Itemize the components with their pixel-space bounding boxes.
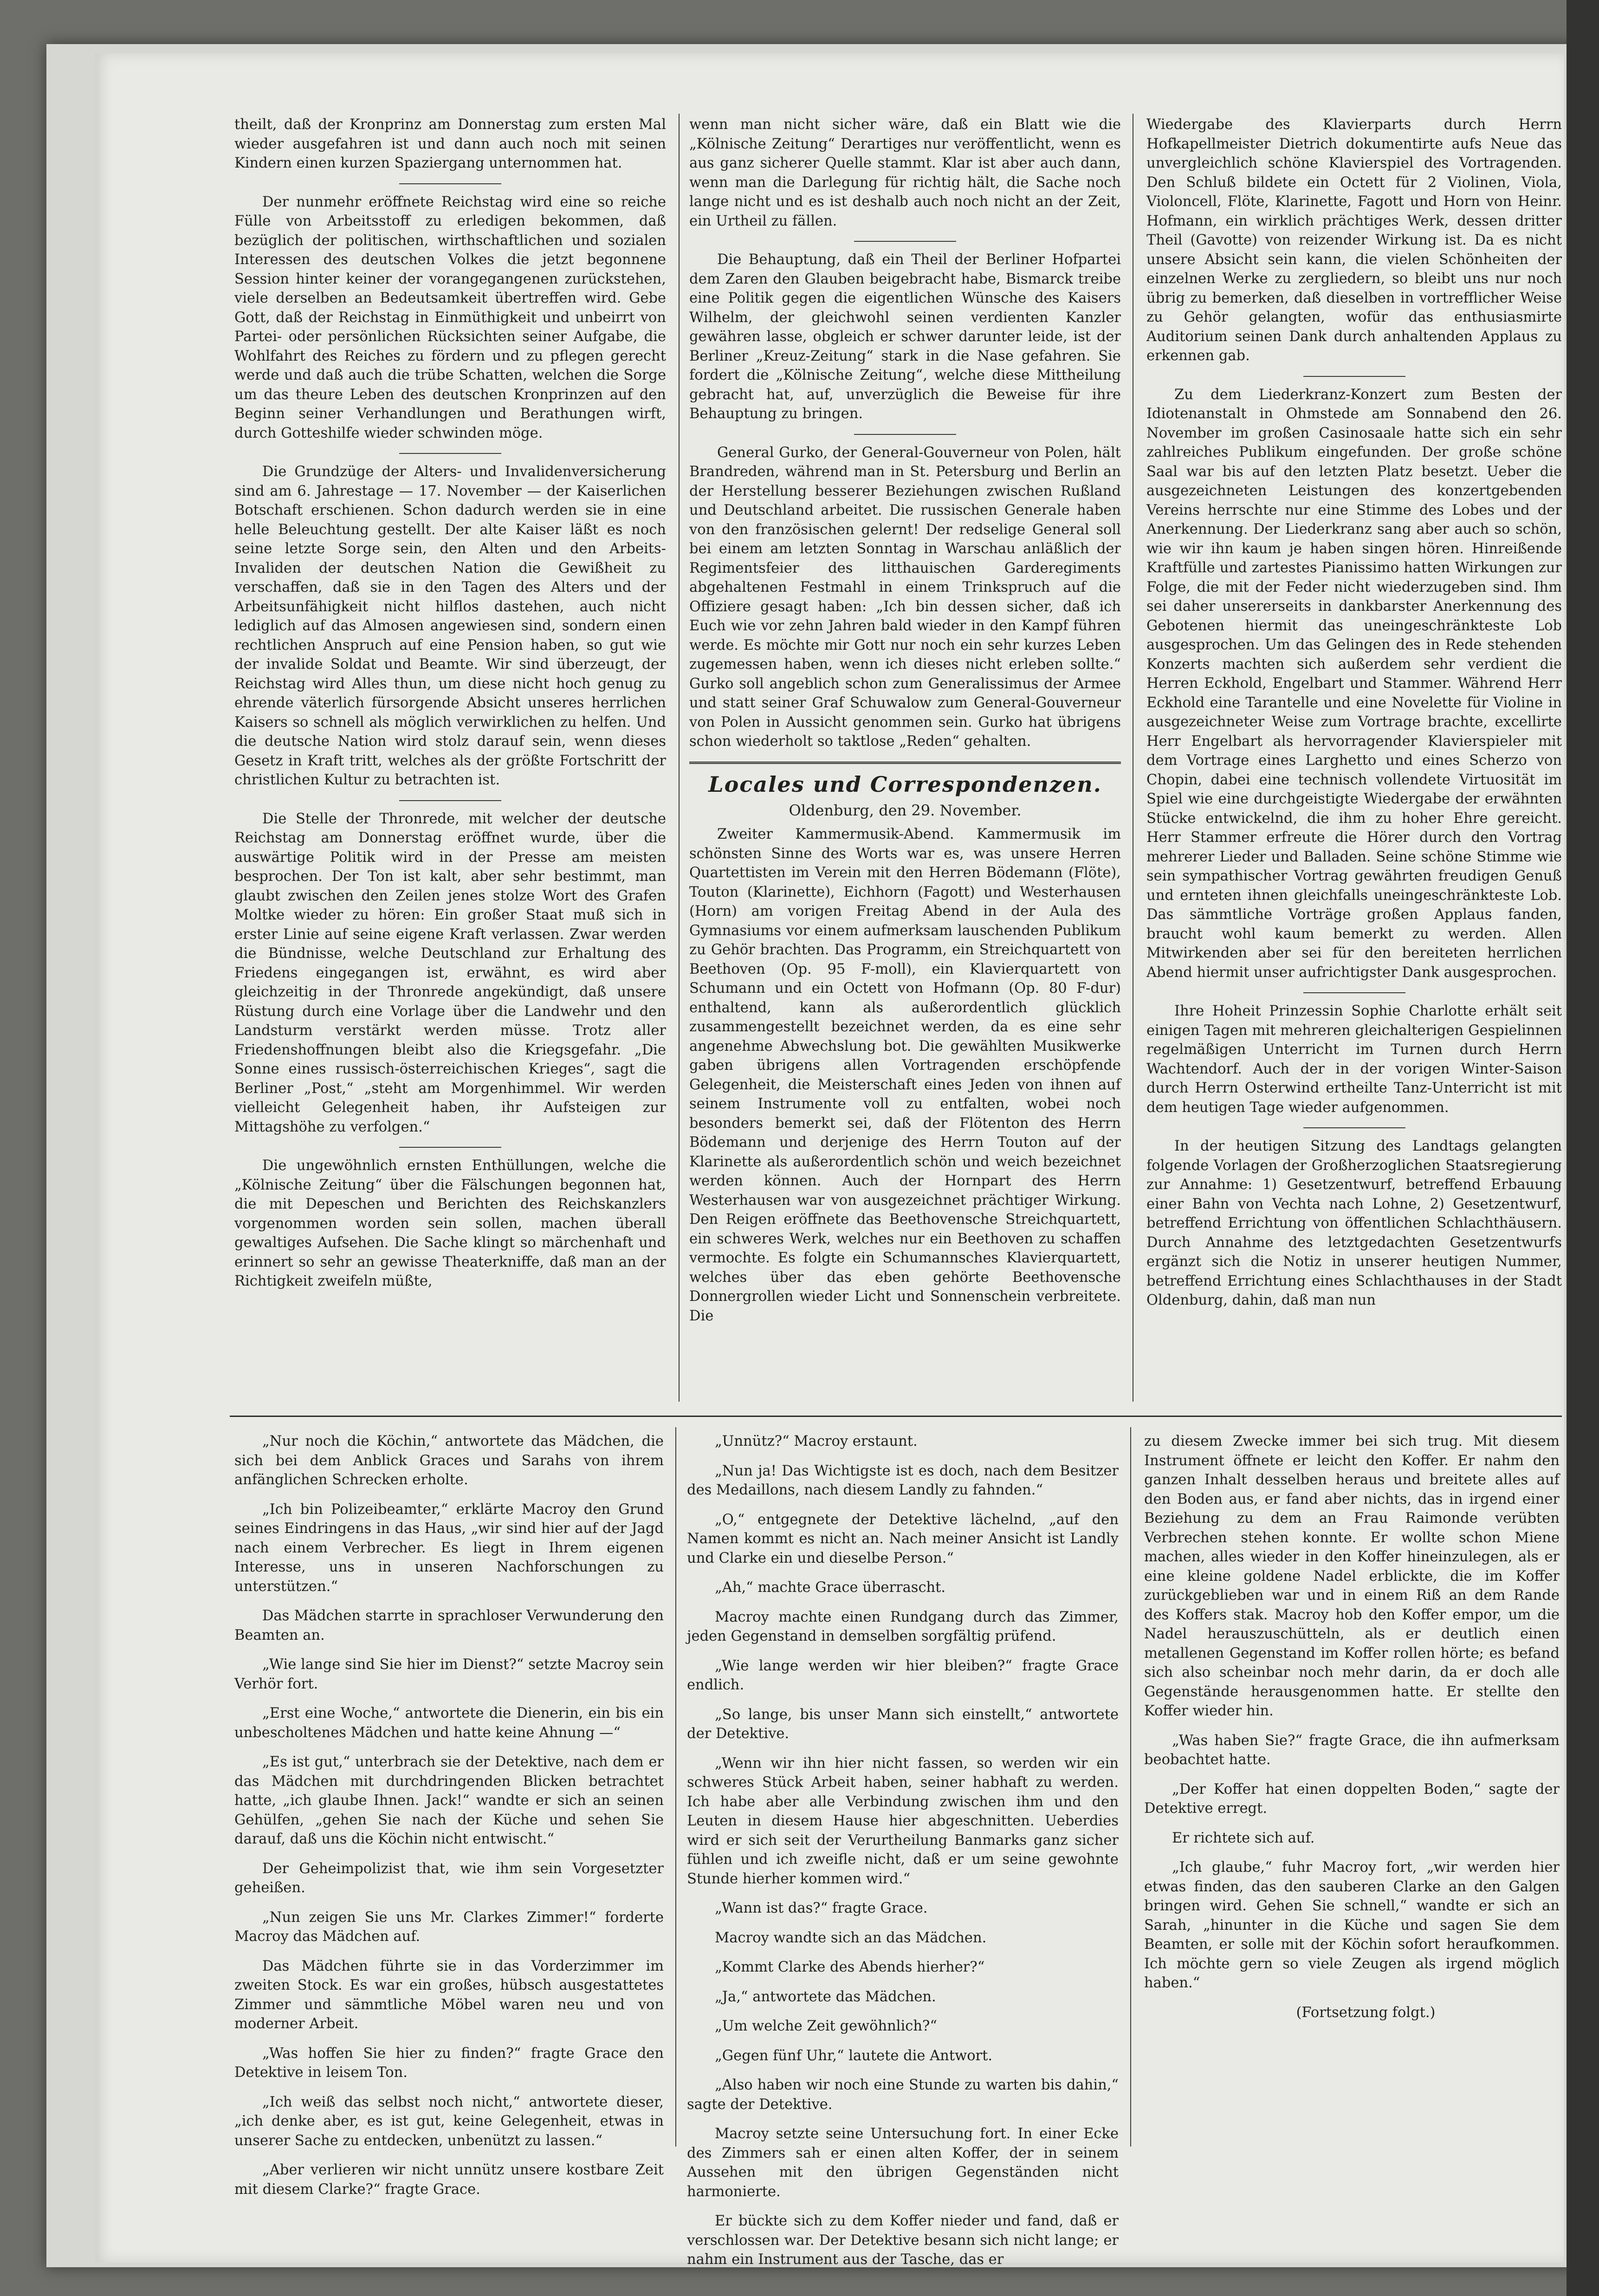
paragraph: „Nun ja! Das Wichtigste ist es doch, nach dem Besitzer des Medaillons, nach diesem Landly zu fahnden.“ xyxy=(687,1462,1119,1498)
paragraph: „Unnütz?“ Macroy erstaunt. xyxy=(715,1433,918,1449)
paragraph: Er bückte sich zu dem Koffer nieder und fand, daß er verschlossen war. Der Detektive besann sich nicht lange; er nahm ein Instrument aus der Tasche, das er xyxy=(687,2213,1119,2268)
paragraph: Macroy machte einen Rundgang durch das Zimmer, jeden Gegenstand in demselben sorgfältig prüfend. xyxy=(687,1609,1119,1644)
scan-border xyxy=(1567,0,1599,2296)
story-column-3 xyxy=(1144,1432,1560,2147)
paragraph: theilt, daß der Kronprinz am Donnerstag zum ersten Mal wieder ausgefahren ist und dann auch noch mit seinen Kindern einen kurzen Spaziergang unternommen hat. xyxy=(234,116,666,171)
paragraph: „Wann ist das?“ fragte Grace. xyxy=(715,1900,928,1916)
paragraph: General Gurko, der General-Gouverneur von Polen, hält Brandreden, während man in St. Petersburg und Berlin an der Herstellung besserer Beziehungen zwischen Rußland und Deutschland arbeitet. Die russischen Generale haben von den französischen gelernt! Der redselige General soll bei einem am letzten Sonntag in Warschau anläßlich der Regimentsfeier des litthauischen Garderegiments abgehaltenen Festmahl in einem Trinkspruch auf die Offiziere gesagt haben: „Ich bin dessen sicher, daß ich Euch wie vor zehn Jahren bald wieder in den Kampf führen werde. Es möchte mir Gott nur noch ein sehr kurzes Leben zugemessen haben, wenn ich dieses nicht erleben sollte.“ Gurko soll angeblich schon zum Generalissimus der Armee und statt seiner Graf Schuwalow zum General-Gouverneur von Polen in Aussicht genommen sein. Gurko hat übrigens schon wiederholt so taktlose „Reden“ gehalten. xyxy=(689,444,1121,750)
article-separator xyxy=(1303,376,1405,377)
article-separator xyxy=(1303,992,1405,993)
paragraph: Die Behauptung, daß ein Theil der Berliner Hofpartei dem Zaren den Glauben beigebracht habe, Bismarck treibe eine Politik gegen die eigentlichen Wünsche des Kaisers Wilhelm, der gleichwohl seinen verdienten Kanzler gewähren lasse, obgleich er schwer darunter leide, ist der Berliner „Kreuz-Zeitung“ stark in die Nase gefahren. Sie fordert die „Kölnische Zeitung“, welche diese Mittheilung gebracht hat, auf, unverzüglich die Beweise für ihre Behauptung zu bringen. xyxy=(689,252,1121,422)
paragraph: „Ja,“ antwortete das Mädchen. xyxy=(715,1988,936,2005)
article-separator xyxy=(399,800,501,801)
upper-column-2 xyxy=(689,115,1121,1396)
upper-column-3 xyxy=(1146,115,1562,1396)
section-heading: Locales und Correspondenzen. xyxy=(708,771,1102,797)
story-column-1 xyxy=(234,1432,664,2198)
article-separator xyxy=(854,434,956,435)
paragraph: zu diesem Zwecke immer bei sich trug. Mit diesem Instrument öffnete er leicht den Koffer. Er nahm den ganzen Inhalt desselben heraus und breitete alles auf den Boden aus, er fand aber nichts, das in irgend einer Beziehung zu dem an Frau Raimonde verübten Verbrechen stehen konnte. Er wollte schon Miene machen, alles wieder in den Koffer hineinzulegen, als er eine kleine goldene Nadel erblickte, die im Koffer zurückgeblieben war und in einem Riß an dem Rande des Koffers stak. Macroy hob den Koffer empor, um die Nadel herauszuschütteln, als er deutlich einen metallenen Gegenstand im Koffer rollen hörte; es befand sich also scheinbar noch mehr darin, da er doch alle Gegenstände herausgenommen hatte. Er stellte den Koffer wieder hin. xyxy=(1144,1433,1560,1719)
article-separator xyxy=(399,183,501,184)
paragraph: „Nur noch die Köchin,“ antwortete das Mädchen, die sich bei dem Anblick Graces und Sarahs von ihrem anfänglichen Schrecken erholte. xyxy=(234,1433,664,1488)
paragraph: Die Grundzüge der Alters- und Invalidenversicherung sind am 6. Jahrestage — 17. November — der Kaiserlichen Botschaft erschienen. Schon dadurch werden sie in eine helle Beleuchtung gestellt. Der alte Kaiser läßt es noch seine letzte Sorge sein, den Alten und den Arbeits-Invaliden der deutschen Nation die Gewißheit zu verschaffen, daß sie in den Tagen des Alters und der Arbeitsunfähigkeit nicht hilflos dastehen, auch nicht lediglich auf das Almosen angewiesen sind, sondern einen rechtlichen Anspruch auf eine Pension haben, so gut wie der invalide Soldat und Beamte. Wir sind überzeugt, der Reichstag wird Alles thun, um diese nicht hoch genug zu ehrende väterlich fürsorgende Absicht unseres herrlichen Kaisers so schnell als möglich verwirklichen zu helfen. Und die deutsche Nation wird stolz darauf sein, wenn dieses Gesetz in Kraft tritt, welches als der größte Fortschritt der christlichen Kultur zu betrachten ist. xyxy=(234,464,666,788)
paragraph: „Es ist gut,“ unterbrach sie der Detektive, nach dem er das Mädchen mit durchdringenden Blicken betrachtet hatte, „ich glaube Ihnen. Jack!“ wandte er sich an seinen Gehülfen, „gehen Sie nach der Küche und sehen Sie darauf, daß uns die Köchin nicht entwischt.“ xyxy=(234,1754,664,1847)
paragraph: wenn man nicht sicher wäre, daß ein Blatt wie die „Kölnische Zeitung“ Derartiges nur veröffentlicht, wenn es aus ganz sicherer Quelle stammt. Klar ist aber auch dann, wenn man die Darlegung für richtig hält, die Sache noch lange nicht und es ist deshalb auch noch nicht an der Zeit, ein Urtheil zu fällen. xyxy=(689,116,1121,229)
paragraph: „Kommt Clarke des Abends hierher?“ xyxy=(715,1959,985,1975)
paragraph: In der heutigen Sitzung des Landtags gelangten folgende Vorlagen der Großherzoglichen Staatsregierung zur Annahme: 1) Gesetzentwurf, betreffend Erbauung einer Bahn von Vechta nach Lohne, 2) Gesetzentwurf, betreffend Errichtung von öffentlichen Schlachthäusern. Durch Annahme des letztgedachten Gesetzentwurfs ergänzt sich die Notiz in unserer heutigen Nummer, betreffend Errichtung eines Schlachthauses in der Stadt Oldenburg, dahin, daß man nun xyxy=(1146,1138,1562,1308)
feuilleton-rule xyxy=(230,1416,1562,1417)
article-separator xyxy=(1303,1127,1405,1128)
paragraph: „Gegen fünf Uhr,“ lautete die Antwort. xyxy=(715,2047,993,2064)
paragraph: Er richtete sich auf. xyxy=(1172,1830,1315,1846)
paragraph: „Aber verlieren wir nicht unnütz unsere kostbare Zeit mit diesem Clarke?“ fragte Grace. xyxy=(234,2162,664,2198)
paragraph: „Erst eine Woche,“ antwortete die Dienerin, ein bis ein unbescholtenes Mädchen und hatte keine Ahnung —“ xyxy=(234,1705,664,1741)
column-rule xyxy=(679,114,680,1402)
paragraph: „Der Koffer hat einen doppelten Boden,“ sagte der Detektive erregt. xyxy=(1144,1781,1560,1817)
story-column-2 xyxy=(687,1432,1119,2268)
paragraph: „Ich glaube,“ fuhr Macroy fort, „wir werden hier etwas finden, das den sauberen Clarke an den Galgen bringen wird. Gehen Sie schnell,“ wandte er sich an Sarah, „hinunter in die Küche und sagen Sie dem Beamten, er solle mit der Köchin sofort heraufkommen. Ich möchte gern so viele Zeugen als irgend möglich haben.“ xyxy=(1144,1859,1560,1991)
paragraph: „Ich weiß das selbst noch nicht,“ antwortete dieser, „ich denke aber, es ist gut, keine Gelegenheit, etwas in unserer Sache zu entdecken, unbenützt zu lassen.“ xyxy=(234,2094,664,2149)
article-separator xyxy=(399,453,501,454)
dateline: Oldenburg, den 29. November. xyxy=(789,801,1022,819)
paragraph: Die ungewöhnlich ernsten Enthüllungen, welche die „Kölnische Zeitung“ über die Fälschungen begonnen hat, die mit Depeschen und Berichten des Reichskanzlers vorgenommen worden sein sollen, machen überall gewaltiges Aufsehen. Die Sache klingt so märchenhaft und erinnert so sehr an gewisse Theaterkniffe, daß man an der Richtigkeit zweifeln müßte, xyxy=(234,1158,666,1289)
paragraph: Ihre Hoheit Prinzessin Sophie Charlotte erhält seit einigen Tagen mit mehreren gleichalterigen Gespielinnen regelmäßigen Unterricht im Turnen durch Herrn Wachtendorf. Auch der in der vorigen Winter-Saison durch Herrn Osterwind ertheilte Tanz-Unterricht ist mit dem heutigen Tage wieder aufgenommen. xyxy=(1146,1003,1562,1116)
continuation-note: (Fortsetzung folgt.) xyxy=(1296,2004,1436,2021)
article-separator xyxy=(399,1147,501,1148)
paragraph: Macroy wandte sich an das Mädchen. xyxy=(715,1929,987,1946)
paragraph: „Was hoffen Sie hier zu finden?“ fragte Grace den Detektive in leisem Ton. xyxy=(234,2045,664,2081)
article-separator xyxy=(854,241,956,242)
paragraph: Wiedergabe des Klavierparts durch Herrn Hofkapellmeister Dietrich dokumentirte aufs Neue das unvergleichlich schöne Klavierspiel des Vortragenden. Den Schluß bildete ein Octett für 2 Violinen, Viola, Violoncell, Flöte, Klarinette, Fagott und Horn von Heinr. Hofmann, ein wirklich prächtiges Werk, dessen dritter Theil (Gavotte) von reizender Wirkung ist. Da es nicht unsere Absicht sein kann, die vielen Schönheiten der einzelnen Werke zu zergliedern, so bleibt uns nur noch übrig zu bemerken, daß dieselben in vortrefflicher Weise zu Gehör gelangten, wofür das enthusiasmirte Auditorium seinen Dank durch anhaltenden Applaus zu erkennen gab. xyxy=(1146,116,1562,364)
paragraph: Zu dem Liederkranz-Konzert zum Besten der Idiotenanstalt in Ohmstede am Sonnabend den 26. November im großen Casinosaale hatte sich ein sehr zahlreiches Publikum eingefunden. Der große schöne Saal war bis auf den letzten Platz besetzt. Ueber die ausgezeichneten Leistungen des konzertgebenden Vereins herrschte nur eine Stimme des Lobes und der Anerkennung. Der Liederkranz sang aber auch so schön, wie wir ihn kaum je haben singen hören. Hinreißende Kraftfülle und zartestes Pianissimo hatten Wirkungen zur Folge, die mit der Feder nicht wiederzugeben sind. Ihm sei daher unsererseits in dankbarster Anerkennung des Gebotenen hiermit das uneingeschränkteste Lob ausgesprochen. Um das Gelingen des in Rede stehenden Konzerts machten sich außerdem sehr verdient die Herren Eckhold, Engelbart und Stammer. Während Herr Eckhold eine Tarantelle und eine Novelette für Violine in ausgezeichneter Weise zum Vortrage brachte, excellirte Herr Engelbart als hervorragender Klavierspieler mit dem Vortrage eines Larghetto und eines Scherzo von Chopin, dabei eine technisch vollendete Virtuosität im Spiel wie eine durchgeistigte Wiedergabe der erwähnten Stücke entwickelnd, die ihm zu hoher Ehre gereicht. Herr Stammer erfreute die Hörer durch den Vortrag mehrerer Lieder und Balladen. Seine schöne Stimme wie sein sympathischer Vortrag gewährten freudigen Genuß und ernteten ihnen gleichfalls uneingeschränkteste Lob. Das sämmtliche Vorträge großen Applaus fanden, braucht wohl kaum bemerkt zu werden. Allen Mitwirkenden aber sei für den bereiteten herrlichen Abend hiermit unser aufrichtigster Dank ausgesprochen. xyxy=(1146,386,1562,981)
section-rule xyxy=(689,762,1121,764)
paragraph: Macroy setzte seine Untersuchung fort. In einer Ecke des Zimmers sah er einen alten Koffer, der in seinem Aussehen mit den übrigen Gegenständen nicht harmonierte. xyxy=(687,2126,1119,2200)
paragraph: „Also haben wir noch eine Stunde zu warten bis dahin,“ sagte der Detektive. xyxy=(687,2077,1119,2113)
column-rule xyxy=(675,1427,676,2147)
paragraph: „Wie lange sind Sie hier im Dienst?“ setzte Macroy sein Verhör fort. xyxy=(234,1656,664,1692)
paragraph: Der Geheimpolizist that, wie ihm sein Vorgesetzter geheißen. xyxy=(234,1860,664,1896)
paragraph: „Was haben Sie?“ fragte Grace, die ihn aufmerksam beobachtet hatte. xyxy=(1144,1732,1560,1768)
paragraph: Die Stelle der Thronrede, mit welcher der deutsche Reichstag am Donnerstag eröffnet wurde, über die auswärtige Politik wird in der Presse am meisten besprochen. Der Ton ist kalt, aber sehr bestimmt, man glaubt zwischen den Zeilen jenes stolze Wort des Grafen Moltke wieder zu hören: Ein großer Staat muß sich in erster Linie auf seine eigene Kraft verlassen. Zwar werden die Bündnisse, welche Deutschland zur Erhaltung des Friedens eingegangen ist, erwähnt, es wird aber gleichzeitig in der Thronrede angekündigt, daß unsere Rüstung durch eine Vorlage über die Landwehr und den Landsturm verstärkt werden müsse. Trotz aller Friedenshoffnungen bleibt also die Kriegsgefahr. „Die Sonne eines russisch-österreichischen Krieges“, sagt die Berliner „Post,“ „steht am Morgenhimmel. Wir werden vielleicht Gelegenheit haben, ihr Aufsteigen zur Mittagshöhe zu verfolgen.“ xyxy=(234,810,666,1135)
paragraph: „Um welche Zeit gewöhnlich?“ xyxy=(715,2018,937,2034)
paragraph: Zweiter Kammermusik-Abend. Kammermusik im schönsten Sinne des Worts war es, was unsere Herren Quartettisten im Verein mit den Herren Bödemann (Flöte), Touton (Klarinette), Eichhorn (Fagott) und Westerhausen (Horn) am vorigen Freitag Abend in der Aula des Gymnasiums vor einem aufmerksam lauschenden Publikum zu Gehör brachten. Das Programm, ein Streichquartett von Beethoven (Op. 95 F-moll), ein Klavierquartett von Schumann und ein Octett von Hofmann (Op. 80 F-dur) enthaltend, kann als außerordentlich glücklich zusammengestellt bezeichnet werden, da es eine sehr angenehme Abwechslung bot. Die gewählten Musikwerke gaben übrigens allen Vortragenden erschöpfende Gelegenheit, die Meisterschaft eines Jeden von ihnen auf seinem Instrumente voll zu entfalten, wobei noch besonders bemerkt sei, daß der Flötenton des Herrn Bödemann und derjenige des Herrn Touton auf der Klarinette als außerordentlich schön und weich bezeichnet werden können. Auch der Hornpart des Herrn Westerhausen war von ausgezeichnet prächtiger Wirkung. Den Reigen eröffnete das Beethovensche Streichquartett, ein schweres Werk, welches nur ein Beethoven zu schaffen vermochte. Es folgte ein Schumannsches Klavierquartett, welches über das eben gehörte Beethovensche Donnergrollen wieder Licht und Sonnenschein verbreitete. Die xyxy=(689,826,1121,1324)
paragraph: Das Mädchen starrte in sprachloser Verwunderung den Beamten an. xyxy=(234,1608,664,1643)
paragraph: „Wenn wir ihn hier nicht fassen, so werden wir ein schweres Stück Arbeit haben, seiner habhaft zu werden. Ich habe aber alle Verbindung zwischen ihm und den Leuten in diesem Hause hier abgeschnitten. Ueberdies wird er sich seit der Verurtheilung Banmarks ganz sicher fühlen und ich zweifle nicht, daß er um seine gewohnte Stunde hierher kommen wird.“ xyxy=(687,1755,1119,1887)
paragraph: „Ah,“ machte Grace überrascht. xyxy=(715,1579,946,1596)
upper-column-1 xyxy=(234,115,666,1396)
paragraph: Das Mädchen führte sie in das Vorderzimmer im zweiten Stock. Es war ein großes, hübsch ausgestattetes Zimmer und sämmtliche Möbel waren neu und von moderner Arbeit. xyxy=(234,1958,664,2032)
paragraph: „O,“ entgegnete der Detektive lächelnd, „auf den Namen kommt es nicht an. Nach meiner Ansicht ist Landly und Clarke ein und dieselbe Person.“ xyxy=(687,1511,1119,1566)
paragraph: „Ich bin Polizeibeamter,“ erklärte Macroy den Grund seines Eindringens in das Haus, „wir sind hier auf der Jagd nach einem Verbrecher. Es liegt in Ihrem eigenen Interesse, uns in unseren Nachforschungen zu unterstützen.“ xyxy=(234,1501,664,1595)
paragraph: „So lange, bis unser Mann sich einstellt,“ antwortete der Detektive. xyxy=(687,1706,1119,1742)
paragraph: Der nunmehr eröffnete Reichstag wird eine so reiche Fülle von Arbeitsstoff zu erledigen bekommen, daß bezüglich der politischen, wirthschaftlichen und sozialen Interessen des deutschen Volkes die jetzt begonnene Session hinter keiner der vorangegangenen zurückstehen, viele derselben an Bedeutsamkeit übertreffen wird. Gebe Gott, daß der Reichstag in Einmüthigkeit und unbeirrt von Partei- oder persönlichen Rücksichten seiner Aufgabe, die Wohlfahrt des Reiches zu fördern und zu pflegen gerecht werde und daß auch die trübe Schatten, welchen die Sorge um das theure Leben des deutschen Kronprinzen auf den Beginn seiner Verhandlungen und Berathungen wirft, durch Gotteshilfe wieder schwinden möge. xyxy=(234,194,666,441)
paragraph: „Nun zeigen Sie uns Mr. Clarkes Zimmer!“ forderte Macroy das Mädchen auf. xyxy=(234,1909,664,1945)
column-rule xyxy=(1130,1427,1131,2147)
paragraph: „Wie lange werden wir hier bleiben?“ fragte Grace endlich. xyxy=(687,1657,1119,1693)
